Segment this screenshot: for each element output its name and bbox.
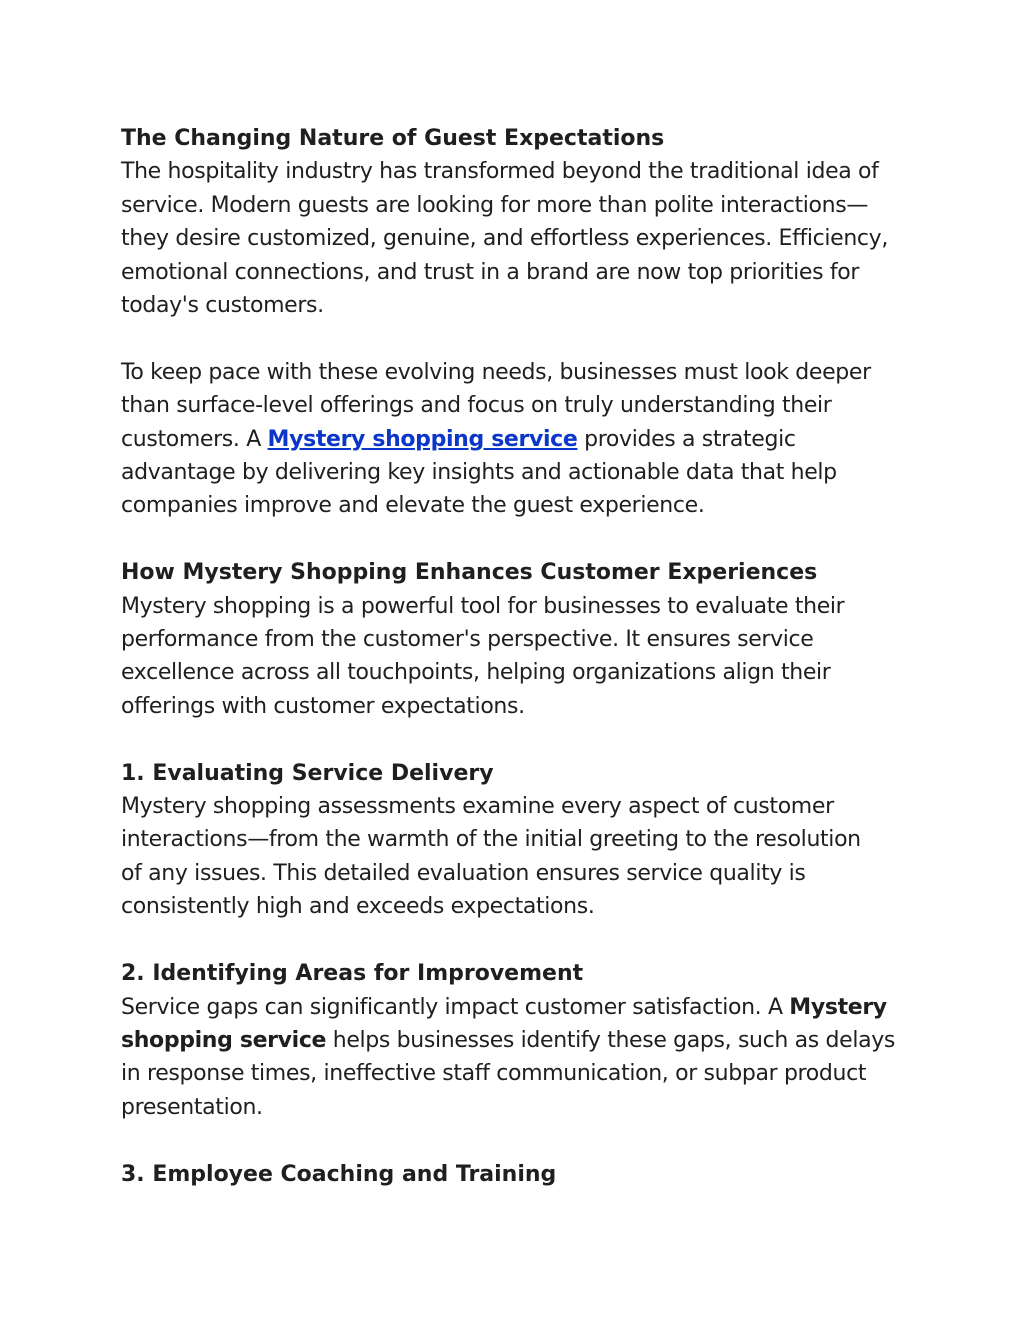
text-line [121, 991, 911, 1024]
text-line: To keep pace with these evolving needs, businesses must look deeper [121, 359, 871, 385]
text-line: in response times, ineffective staff communication, or subpar product [121, 1061, 867, 1087]
paragraph-spacer [121, 523, 911, 556]
paragraph-evolving-needs [121, 356, 911, 523]
text-line: excellence across all touchpoints, helping organizations align their [121, 660, 831, 686]
text-line: Mystery shopping is a powerful tool for businesses to evaluate their [121, 593, 845, 619]
text-line: presentation. [121, 1094, 263, 1120]
paragraph-spacer [121, 924, 911, 957]
text-line: interactions—from the warmth of the initial greeting to the resolution [121, 827, 861, 853]
paragraph-spacer [121, 723, 911, 756]
paragraph-spacer [121, 1124, 911, 1157]
text-line: companies improve and elevate the guest experience. [121, 493, 705, 519]
text-line: advantage by delivering key insights and actionable data that help [121, 460, 837, 486]
text-line [121, 1024, 911, 1057]
section-heading-employee-coaching: 3. Employee Coaching and Training [121, 1161, 557, 1187]
text-line: of any issues. This detailed evaluation ensures service quality is [121, 860, 806, 886]
paragraph-spacer [121, 322, 911, 355]
text-fragment: provides a strategic [577, 426, 796, 452]
paragraph-service-gaps [121, 991, 911, 1125]
text-line: emotional connections, and trust in a brand are now top priorities for [121, 259, 860, 285]
paragraph-hospitality-transformation [121, 155, 911, 322]
text-line: The hospitality industry has transformed beyond the traditional idea of [121, 159, 879, 185]
text-line: they desire customized, genuine, and effortless experiences. Efficiency, [121, 226, 888, 252]
text-line: service. Modern guests are looking for more than polite interactions— [121, 192, 868, 218]
text-line-with-link [121, 423, 911, 456]
text-line: consistently high and exceeds expectations. [121, 894, 595, 920]
text-fragment: customers. A [121, 426, 268, 452]
text-fragment: helps businesses identify these gaps, such as delays [326, 1027, 895, 1053]
section-heading-enhances-experiences: How Mystery Shopping Enhances Customer Experiences [121, 560, 818, 586]
section-heading-areas-for-improvement: 2. Identifying Areas for Improvement [121, 961, 584, 987]
text-line: offerings with customer expectations. [121, 693, 525, 719]
paragraph-mystery-shopping-tool [121, 590, 911, 724]
text-line: performance from the customer's perspective. It ensures service [121, 627, 814, 653]
paragraph-service-delivery [121, 790, 911, 924]
bold-text: shopping service [121, 1027, 327, 1053]
mystery-shopping-service-link[interactable]: Mystery shopping service [267, 426, 578, 452]
section-heading-evaluating-service: 1. Evaluating Service Delivery [121, 760, 494, 786]
text-line: today's customers. [121, 293, 324, 319]
text-fragment: Service gaps can significantly impact customer satisfaction. A [121, 994, 790, 1020]
document-page [121, 122, 911, 1191]
section-heading-guest-expectations: The Changing Nature of Guest Expectations [121, 126, 665, 151]
text-line: than surface-level offerings and focus on truly understanding their [121, 393, 832, 419]
bold-text: Mystery [789, 994, 887, 1020]
text-line: Mystery shopping assessments examine every aspect of customer [121, 794, 834, 820]
